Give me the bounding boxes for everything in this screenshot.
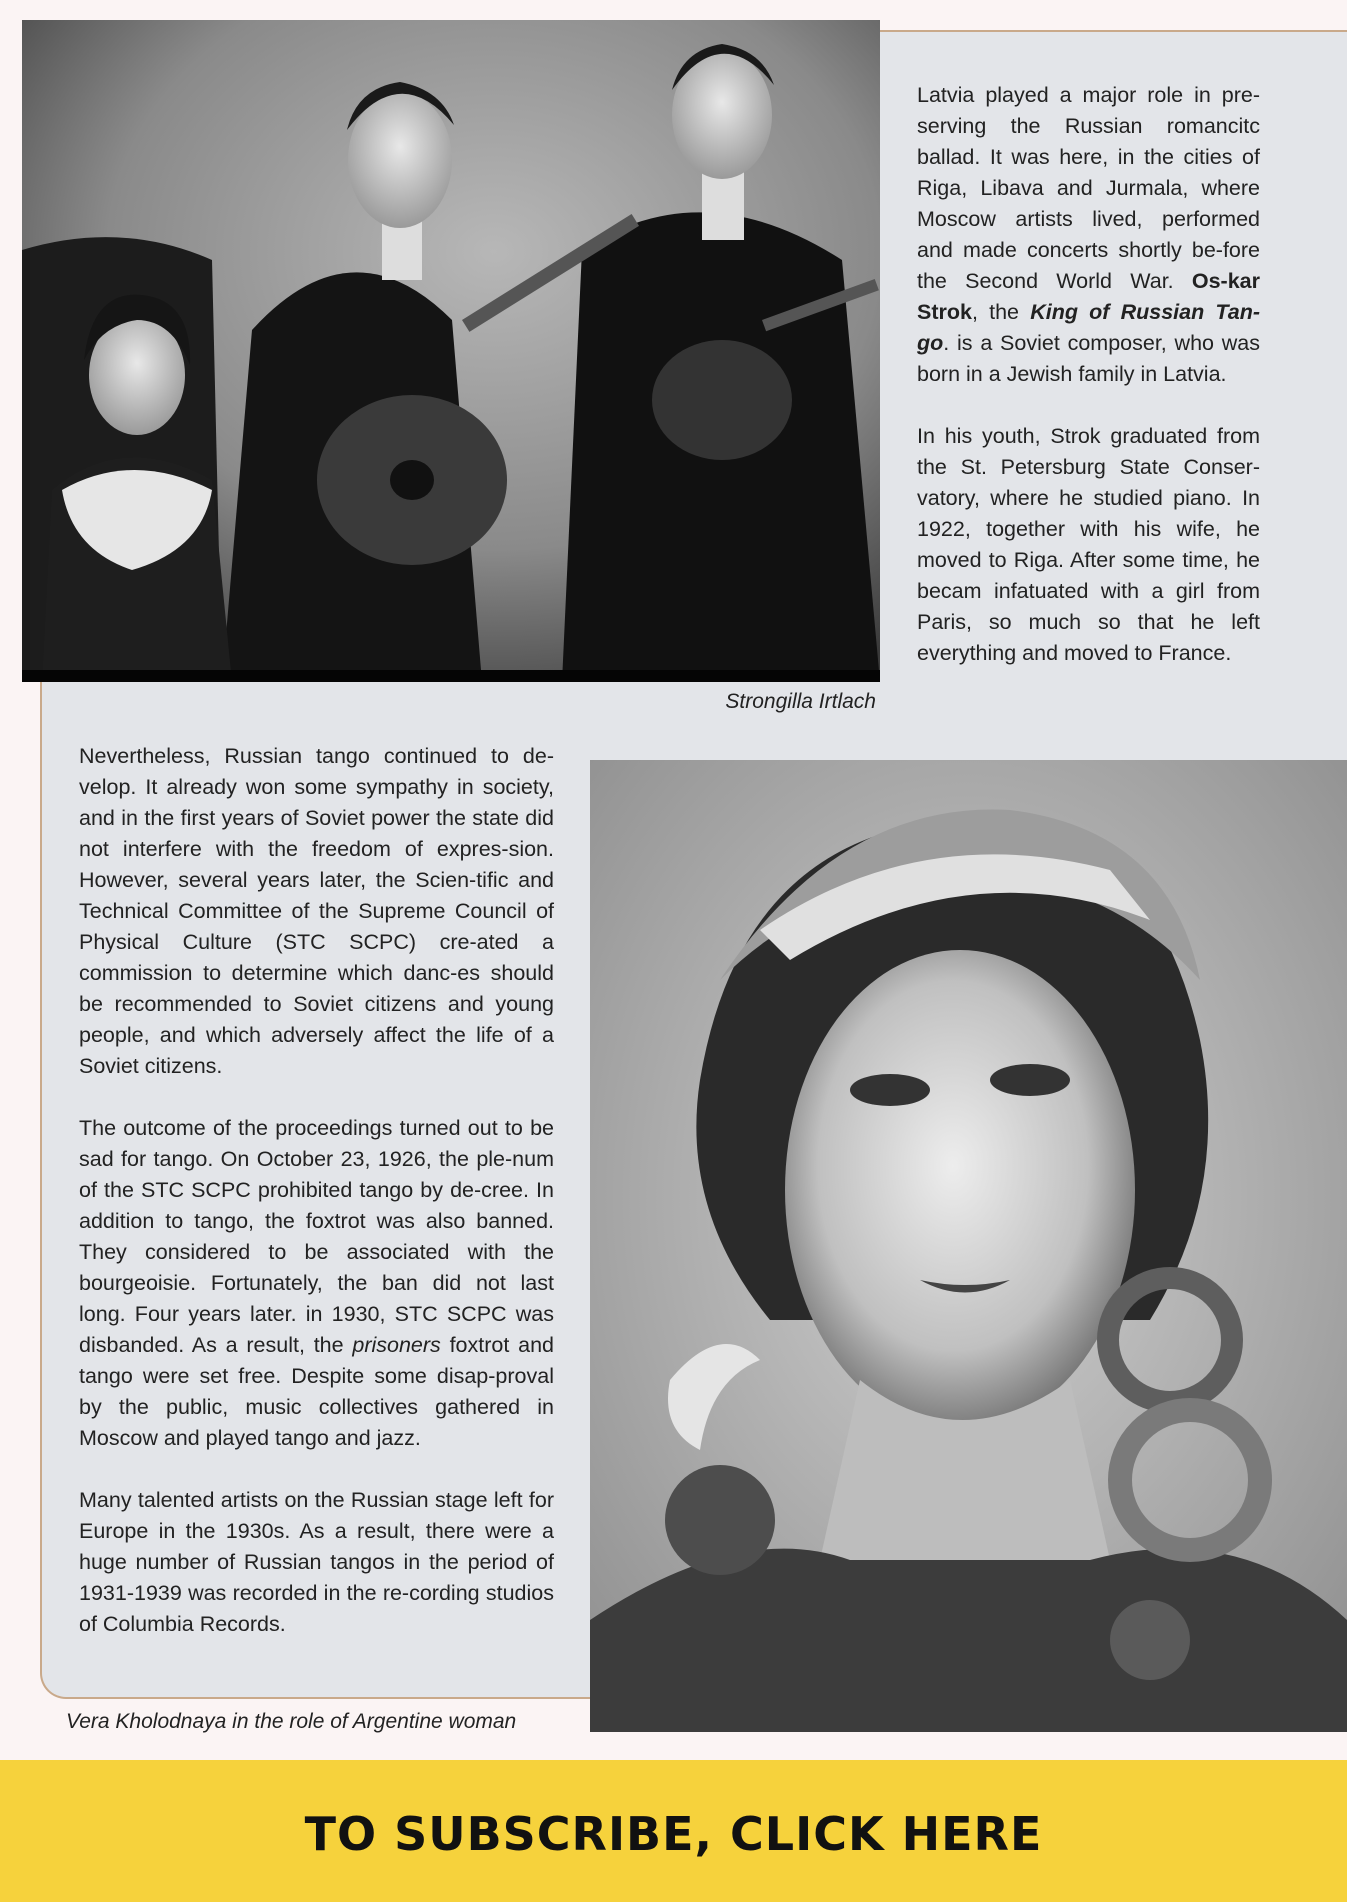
right-paragraph-2: In his youth, Strok graduated from the St. Petersburg State Conser-vatory, where he studied piano. In 1922, together with his wife, he moved to Riga. After some time, he becam infatuated with a girl from Paris, so much so that he left everything and moved to France. (917, 424, 1260, 665)
left-paragraph-2 (79, 1113, 554, 1454)
right-paragraph-1 (917, 80, 1260, 390)
musicians-photo-caption: Strongilla Irtlach (725, 690, 876, 713)
portrait-caption: Vera Kholodnaya in the role of Argentine woman (66, 1710, 517, 1733)
portrait-image (590, 760, 1347, 1732)
title-king-of-tango: King of Russian Tan-go (917, 300, 1260, 355)
word-prisoners: prisoners (352, 1333, 441, 1357)
right-column-text (917, 80, 1260, 669)
left-paragraph-2-part-a: The outcome of the proceedings turned out to be sad for tango. On October 23, 1926, the ple-num of the STC SCPC prohibited tango by de-cree. In addition to tango, the foxtrot was also banned. They considered to be associated with the bourgeoisie. Fortunately, the ban did not last long. Four years later. in 1930, STC SCPC was disbanded. As a result, the (79, 1116, 554, 1357)
left-paragraph-1: Nevertheless, Russian tango continued to de-velop. It already won some sympathy in society, and in the first years of Soviet power the state did not interfere with the freedom of expres-sion. However, several years later, the Scien-tific and Technical Committee of the Supreme Council of Physical Culture (STC SCPC) cre-ated a commission to determine which danc-es should be recommended to Soviet citizens and young people, and which adversely affect the life of a Soviet citizens. (79, 744, 554, 1078)
musicians-photo-image (22, 20, 880, 682)
name-oskar-strok: Os-kar Strok (917, 269, 1260, 324)
subscribe-banner[interactable] (0, 1760, 1347, 1902)
right-paragraph-1-part-a: Latvia played a major role in pre-serving the Russian romancitc ballad. It was here, in the cities of Riga, Libava and Jurmala, where Moscow artists lived, performed and made concerts shortly be-fore the Second World War. (917, 83, 1260, 293)
left-paragraph-3: Many talented artists on the Russian stage left for Europe in the 1930s. As a result, there were a huge number of Russian tangos in the period of 1931-1939 was recorded in the re-cording studios of Columbia Records. (79, 1488, 554, 1636)
musicians-photo (22, 20, 880, 682)
right-paragraph-1-part-c: . is a Soviet composer, who was born in a Jewish family in Latvia. (917, 331, 1260, 386)
left-column-text (79, 741, 554, 1640)
subscribe-link[interactable]: TO SUBSCRIBE, CLICK HERE (304, 1807, 1043, 1861)
vera-kholodnaya-portrait (590, 760, 1347, 1732)
left-paragraph-2-part-b: foxtrot and tango were set free. Despite some disap-proval by the public, music collectives gathered in Moscow and played tango and jazz. (79, 1333, 554, 1450)
right-paragraph-1-part-b: , the (971, 300, 1031, 324)
